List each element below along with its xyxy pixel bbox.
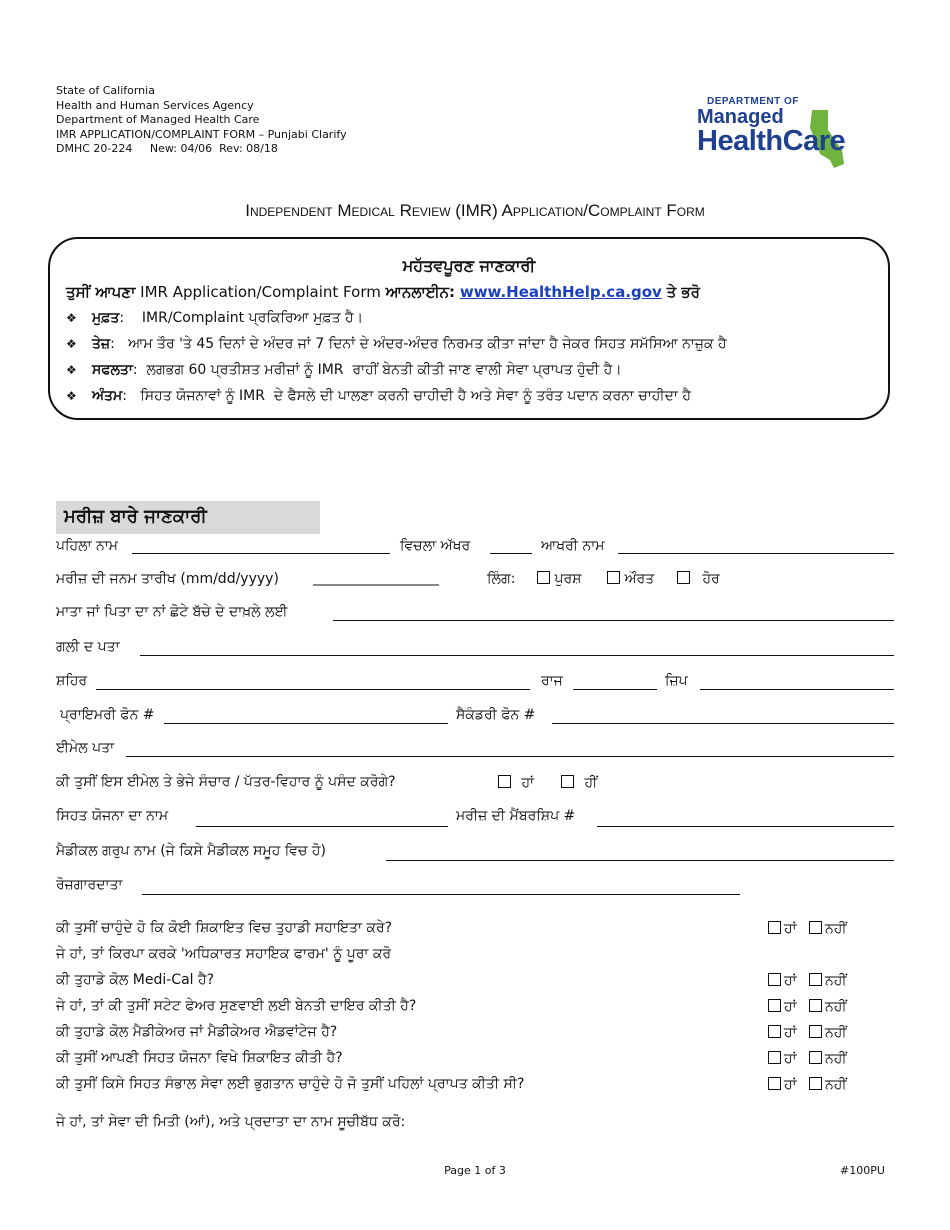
yes-checkbox[interactable] <box>768 973 781 986</box>
email-field[interactable] <box>126 756 894 757</box>
dob-field[interactable]: __________________ <box>313 570 439 586</box>
bullet-text: : ਸਿਹਤ ਯੋਜਨਾਵਾਂ ਨੂੰ IMR ਦੇ ਫੈਸਲੇ ਦੀ ਪਾਲਣਾ ਕਰਨੀ ਚਾਹੀਦੀ ਹੈ ਅਤੇ ਸੇਵਾ ਨੂੰ ਤਰੰਤ ਪਦਾਨ ਕਰਨਾ ਚਾਹੀਦਾ ਹੈ <box>122 388 691 404</box>
gender-male-option[interactable] <box>537 571 582 587</box>
email-pref-no-option[interactable] <box>561 775 597 791</box>
bullet-term: ਤੇਜ਼ <box>92 336 111 352</box>
middle-initial-label: ਵਿਚਲਾ ਅੱਖਰ <box>400 538 471 554</box>
no-checkbox[interactable] <box>809 999 822 1012</box>
header-line: IMR APPLICATION/COMPLAINT FORM – Punjabi Clarify <box>56 127 347 141</box>
bullet-text: : ਆਮ ਤੌਰ 'ਤੇ 45 ਦਿਨਾਂ ਦੇ ਅੰਦਰ ਜਾਂ 7 ਦਿਨਾਂ ਦੇ ਅੰਦਰ-ਅੰਦਰ ਨਿਰਮਤ ਕੀਤਾ ਜਾਂਦਾ ਹੈ ਜੇਕਰ ਸਿਹਤ ਸਮੱਸਿਆ ਨਾਜ਼ੁਕ ਹੈ <box>110 336 727 352</box>
question-medicare: ਕੀ ਤੁਹਾਡੇ ਕੋਲ ਮੈਡੀਕੇਅਰ ਜਾਂ ਮੈਡੀਕੇਅਰ ਐਡਵਾਂਟੇਜ ਹੈ? <box>56 1024 338 1040</box>
diamond-bullet-icon: ❖ <box>66 337 77 351</box>
patient-info-section-header <box>56 501 320 534</box>
plan-complaint-answer[interactable] <box>768 1051 847 1067</box>
service-dates-note: ਜੇ ਹਾਂ, ਤਾਂ ਸੇਵਾ ਦੀ ਮਿਤੀ (ਆਂ), ਅਤੇ ਪ੍ਰਦਾਤਾ ਦਾ ਨਾਮ ਸੂਚੀਬੱਧ ਕਰੋ: <box>56 1114 406 1130</box>
online-label: ਆਨਲਾਈਨ: <box>385 283 456 301</box>
medi-cal-answer[interactable] <box>768 973 847 989</box>
bullet-term: ਅੰਤਮ <box>92 388 123 404</box>
online-suffix: ਤੇ ਭਰੋ <box>666 283 700 301</box>
bullet-term: ਸਫਲਤਾ <box>92 362 133 378</box>
bullet-text: : IMR/Complaint ਪ੍ਰਕਿਰਿਆ ਮੁਫ਼ਤ ਹੈ। <box>119 310 364 326</box>
online-form-name: IMR Application/Complaint Form <box>140 283 381 301</box>
no-label: ਨਹੀਂ <box>825 1077 847 1093</box>
yes-label: ਹਾਂ <box>784 921 797 937</box>
parent-name-field[interactable] <box>333 620 894 621</box>
no-label: ਨਹੀਂ <box>825 1051 847 1067</box>
form-code: #100PU <box>840 1164 885 1177</box>
zip-label: ਜ਼ਿਪ <box>665 673 688 689</box>
other-label: ਹੋਰ <box>702 571 720 587</box>
male-checkbox[interactable] <box>537 571 550 584</box>
male-label: ਪੁਰਸ਼ <box>554 571 582 587</box>
no-checkbox[interactable] <box>809 973 822 986</box>
primary-phone-field[interactable] <box>164 723 448 724</box>
medicare-answer[interactable] <box>768 1025 847 1041</box>
middle-initial-field[interactable] <box>490 553 532 554</box>
question-assistance: ਕੀ ਤੁਸੀਂ ਚਾਹੁੰਦੇ ਹੋ ਕਿ ਕੋਈ ਸ਼ਿਕਾਇਤ ਵਿਚ ਤੁਹਾਡੀ ਸਹਾਇਤਾ ਕਰੇ? <box>56 920 393 936</box>
yes-label: ਹਾਂ <box>784 999 797 1015</box>
diamond-bullet-icon: ❖ <box>66 311 77 325</box>
section-title: ਮਰੀਜ਼ ਬਾਰੇ ਜਾਣਕਾਰੀ <box>64 506 207 527</box>
female-checkbox[interactable] <box>607 571 620 584</box>
yes-checkbox[interactable] <box>768 1025 781 1038</box>
city-label: ਸ਼ਹਿਰ <box>56 673 88 689</box>
important-info-heading: ਮਹੱਤਵਪੂਰਣ ਜਾਣਕਾਰੀ <box>402 256 536 275</box>
membership-field[interactable] <box>597 826 894 827</box>
zip-field[interactable] <box>700 689 894 690</box>
gender-female-option[interactable] <box>607 571 654 587</box>
yes-label: ਹਾਂ <box>784 1077 797 1093</box>
bullet-fast <box>66 336 727 352</box>
no-checkbox[interactable] <box>809 1051 822 1064</box>
assistance-answer[interactable] <box>768 921 847 937</box>
last-name-label: ਆਖਰੀ ਨਾਮ <box>541 538 605 554</box>
email-no-checkbox[interactable] <box>561 775 574 788</box>
form-title <box>0 201 950 221</box>
header-line: Department of Managed Health Care <box>56 113 260 126</box>
medical-group-label: ਮੈਡੀਕਲ ਗਰੁਪ ਨਾਮ (ਜੇ ਕਿਸੇ ਮੈਡੀਕਲ ਸਮੂਹ ਵਿਚ ਹੋ) <box>56 843 326 859</box>
other-checkbox[interactable] <box>677 571 690 584</box>
online-prefix: ਤੁਸੀਂ ਆਪਣਾ <box>66 283 136 301</box>
healthhelp-link[interactable]: www.HealthHelp.ca.gov <box>459 283 662 301</box>
bullet-final <box>66 388 691 404</box>
employer-field[interactable] <box>142 894 740 895</box>
question-plan-complaint: ਕੀ ਤੁਸੀਂ ਆਪਣੀ ਸਿਹਤ ਯੋਜਨਾ ਵਿਖੇ ਸ਼ਿਕਾਇਤ ਕੀਤੀ ਹੈ? <box>56 1050 343 1066</box>
logo-line-healthcare: HealthCare <box>697 125 846 157</box>
parent-name-label: ਮਾਤਾ ਜਾਂ ਪਿਤਾ ਦਾ ਨਾਂ ਛੋਟੇ ਬੱਚੇ ਦੇ ਦਾਖ਼ਲੇ ਲਈ <box>56 604 288 620</box>
form-title-text: Independent Medical Review (IMR) Application/Complaint Form <box>245 201 705 220</box>
assistance-note: ਜੇ ਹਾਂ, ਤਾਂ ਕਿਰਪਾ ਕਰਕੇ 'ਅਧਿਕਾਰਤ ਸਹਾਇਕ ਫਾਰਮ' ਨੂੰ ਪੂਰਾ ਕਰੋ <box>56 946 392 962</box>
diamond-bullet-icon: ❖ <box>66 363 77 377</box>
no-label: ਨਹੀਂ <box>825 973 847 989</box>
email-label: ਈਮੇਲ ਪਤਾ <box>56 740 115 756</box>
header-line: DMHC 20-224 New: 04/06 Rev: 08/18 <box>56 142 278 155</box>
yes-checkbox[interactable] <box>768 1077 781 1090</box>
gender-label: ਲਿੰਗ: <box>487 571 516 587</box>
no-label: ਨਹੀਂ <box>825 999 847 1015</box>
employer-label: ਰੋਜ਼ਗਾਰਦਾਤਾ <box>56 877 123 893</box>
dmhc-logo <box>697 96 897 172</box>
yes-label: ਹਾਂ <box>784 973 797 989</box>
email-yes-label: ਹਾਂ <box>521 775 535 791</box>
question-fair-hearing: ਜੇ ਹਾਂ, ਤਾਂ ਕੀ ਤੁਸੀਂ ਸਟੇਟ ਫੇਅਰ ਸੁਣਵਾਈ ਲਈ ਬੇਨਤੀ ਦਾਇਰ ਕੀਤੀ ਹੈ? <box>56 998 417 1014</box>
email-pref-yes-option[interactable] <box>498 775 534 791</box>
state-label: ਰਾਜ <box>541 673 563 689</box>
email-no-label: ਹੀਂ <box>584 775 598 791</box>
page-number: Page 1 of 3 <box>444 1164 506 1177</box>
online-submission-line <box>66 283 700 301</box>
health-plan-field[interactable] <box>196 826 448 827</box>
no-label: ਨਹੀਂ <box>825 921 847 937</box>
logo-line-department: DEPARTMENT OF <box>707 96 799 107</box>
yes-checkbox[interactable] <box>768 1051 781 1064</box>
medical-group-field[interactable] <box>386 860 894 861</box>
header-line: Health and Human Services Agency <box>56 98 254 112</box>
question-reimbursement: ਕੀ ਤੁਸੀਂ ਕਿਸੇ ਸਿਹਤ ਸੰਭਾਲ ਸੇਵਾ ਲਈ ਭੁਗਤਾਨ ਚਾਹੁੰਦੇ ਹੋ ਜੋ ਤੁਸੀਂ ਪਹਿਲਾਂ ਪ੍ਰਾਪਤ ਕੀਤੀ ਸੀ? <box>56 1076 525 1092</box>
email-yes-checkbox[interactable] <box>498 775 511 788</box>
yes-label: ਹਾਂ <box>784 1051 797 1067</box>
email-preference-question: ਕੀ ਤੁਸੀਂ ਇਸ ਈਮੇਲ ਤੇ ਭੇਜੇ ਸੰਚਾਰ / ਪੱਤਰ-ਵਿਹਾਰ ਨੂੰ ਪਸੰਦ ਕਰੋਗੇ? <box>56 774 396 790</box>
yes-checkbox[interactable] <box>768 921 781 934</box>
health-plan-label: ਸਿਹਤ ਯੋਜਨਾ ਦਾ ਨਾਮ <box>56 808 169 824</box>
agency-header <box>56 84 347 157</box>
no-checkbox[interactable] <box>809 1025 822 1038</box>
header-line: State of California <box>56 84 155 97</box>
question-medi-cal: ਕੀ ਤੁਹਾਡੇ ਕੋਲ Medi-Cal ਹੈ? <box>56 972 215 988</box>
no-label: ਨਹੀਂ <box>825 1025 847 1041</box>
no-checkbox[interactable] <box>809 1077 822 1090</box>
gender-other-option[interactable] <box>677 571 720 587</box>
yes-label: ਹਾਂ <box>784 1025 797 1041</box>
city-field[interactable] <box>96 689 530 690</box>
bullet-term: ਮੁਫ਼ਤ <box>92 310 120 326</box>
first-name-field[interactable] <box>132 553 390 554</box>
membership-label: ਮਰੀਜ਼ ਦੀ ਮੈਂਬਰਸ਼ਿਪ # <box>456 808 576 824</box>
bullet-free <box>66 310 363 326</box>
secondary-phone-field[interactable] <box>552 723 894 724</box>
fair-hearing-answer[interactable] <box>768 999 847 1015</box>
last-name-field[interactable] <box>618 553 894 554</box>
logo-line-managed: Managed <box>697 106 784 128</box>
street-address-label: ਗਲੀ ਦ ਪਤਾ <box>56 639 120 655</box>
female-label: ਔਰਤ <box>624 571 655 587</box>
no-checkbox[interactable] <box>809 921 822 934</box>
secondary-phone-label: ਸੈਕੰਡਰੀ ਫੋਨ # <box>456 707 536 723</box>
first-name-label: ਪਹਿਲਾ ਨਾਮ <box>56 538 119 554</box>
primary-phone-label: ਪ੍ਰਾਇਮਰੀ ਫੋਨ # <box>60 707 155 723</box>
state-field[interactable] <box>573 689 657 690</box>
bullet-text: : ਲਗਭਗ 60 ਪ੍ਰਤੀਸ਼ਤ ਮਰੀਜ਼ਾਂ ਨੂੰ IMR ਰਾਹੀਂ ਬੇਨਤੀ ਕੀਤੀ ਜਾਣ ਵਾਲੀ ਸੇਵਾ ਪ੍ਰਾਪਤ ਹੁੰਦੀ ਹੈ। <box>132 362 622 378</box>
bullet-success <box>66 362 622 378</box>
dob-label: ਮਰੀਜ਼ ਦੀ ਜਨਮ ਤਾਰੀਖ (mm/dd/yyyy) <box>56 571 279 587</box>
diamond-bullet-icon: ❖ <box>66 389 77 403</box>
reimbursement-answer[interactable] <box>768 1077 847 1093</box>
yes-checkbox[interactable] <box>768 999 781 1012</box>
street-address-field[interactable] <box>140 655 894 656</box>
